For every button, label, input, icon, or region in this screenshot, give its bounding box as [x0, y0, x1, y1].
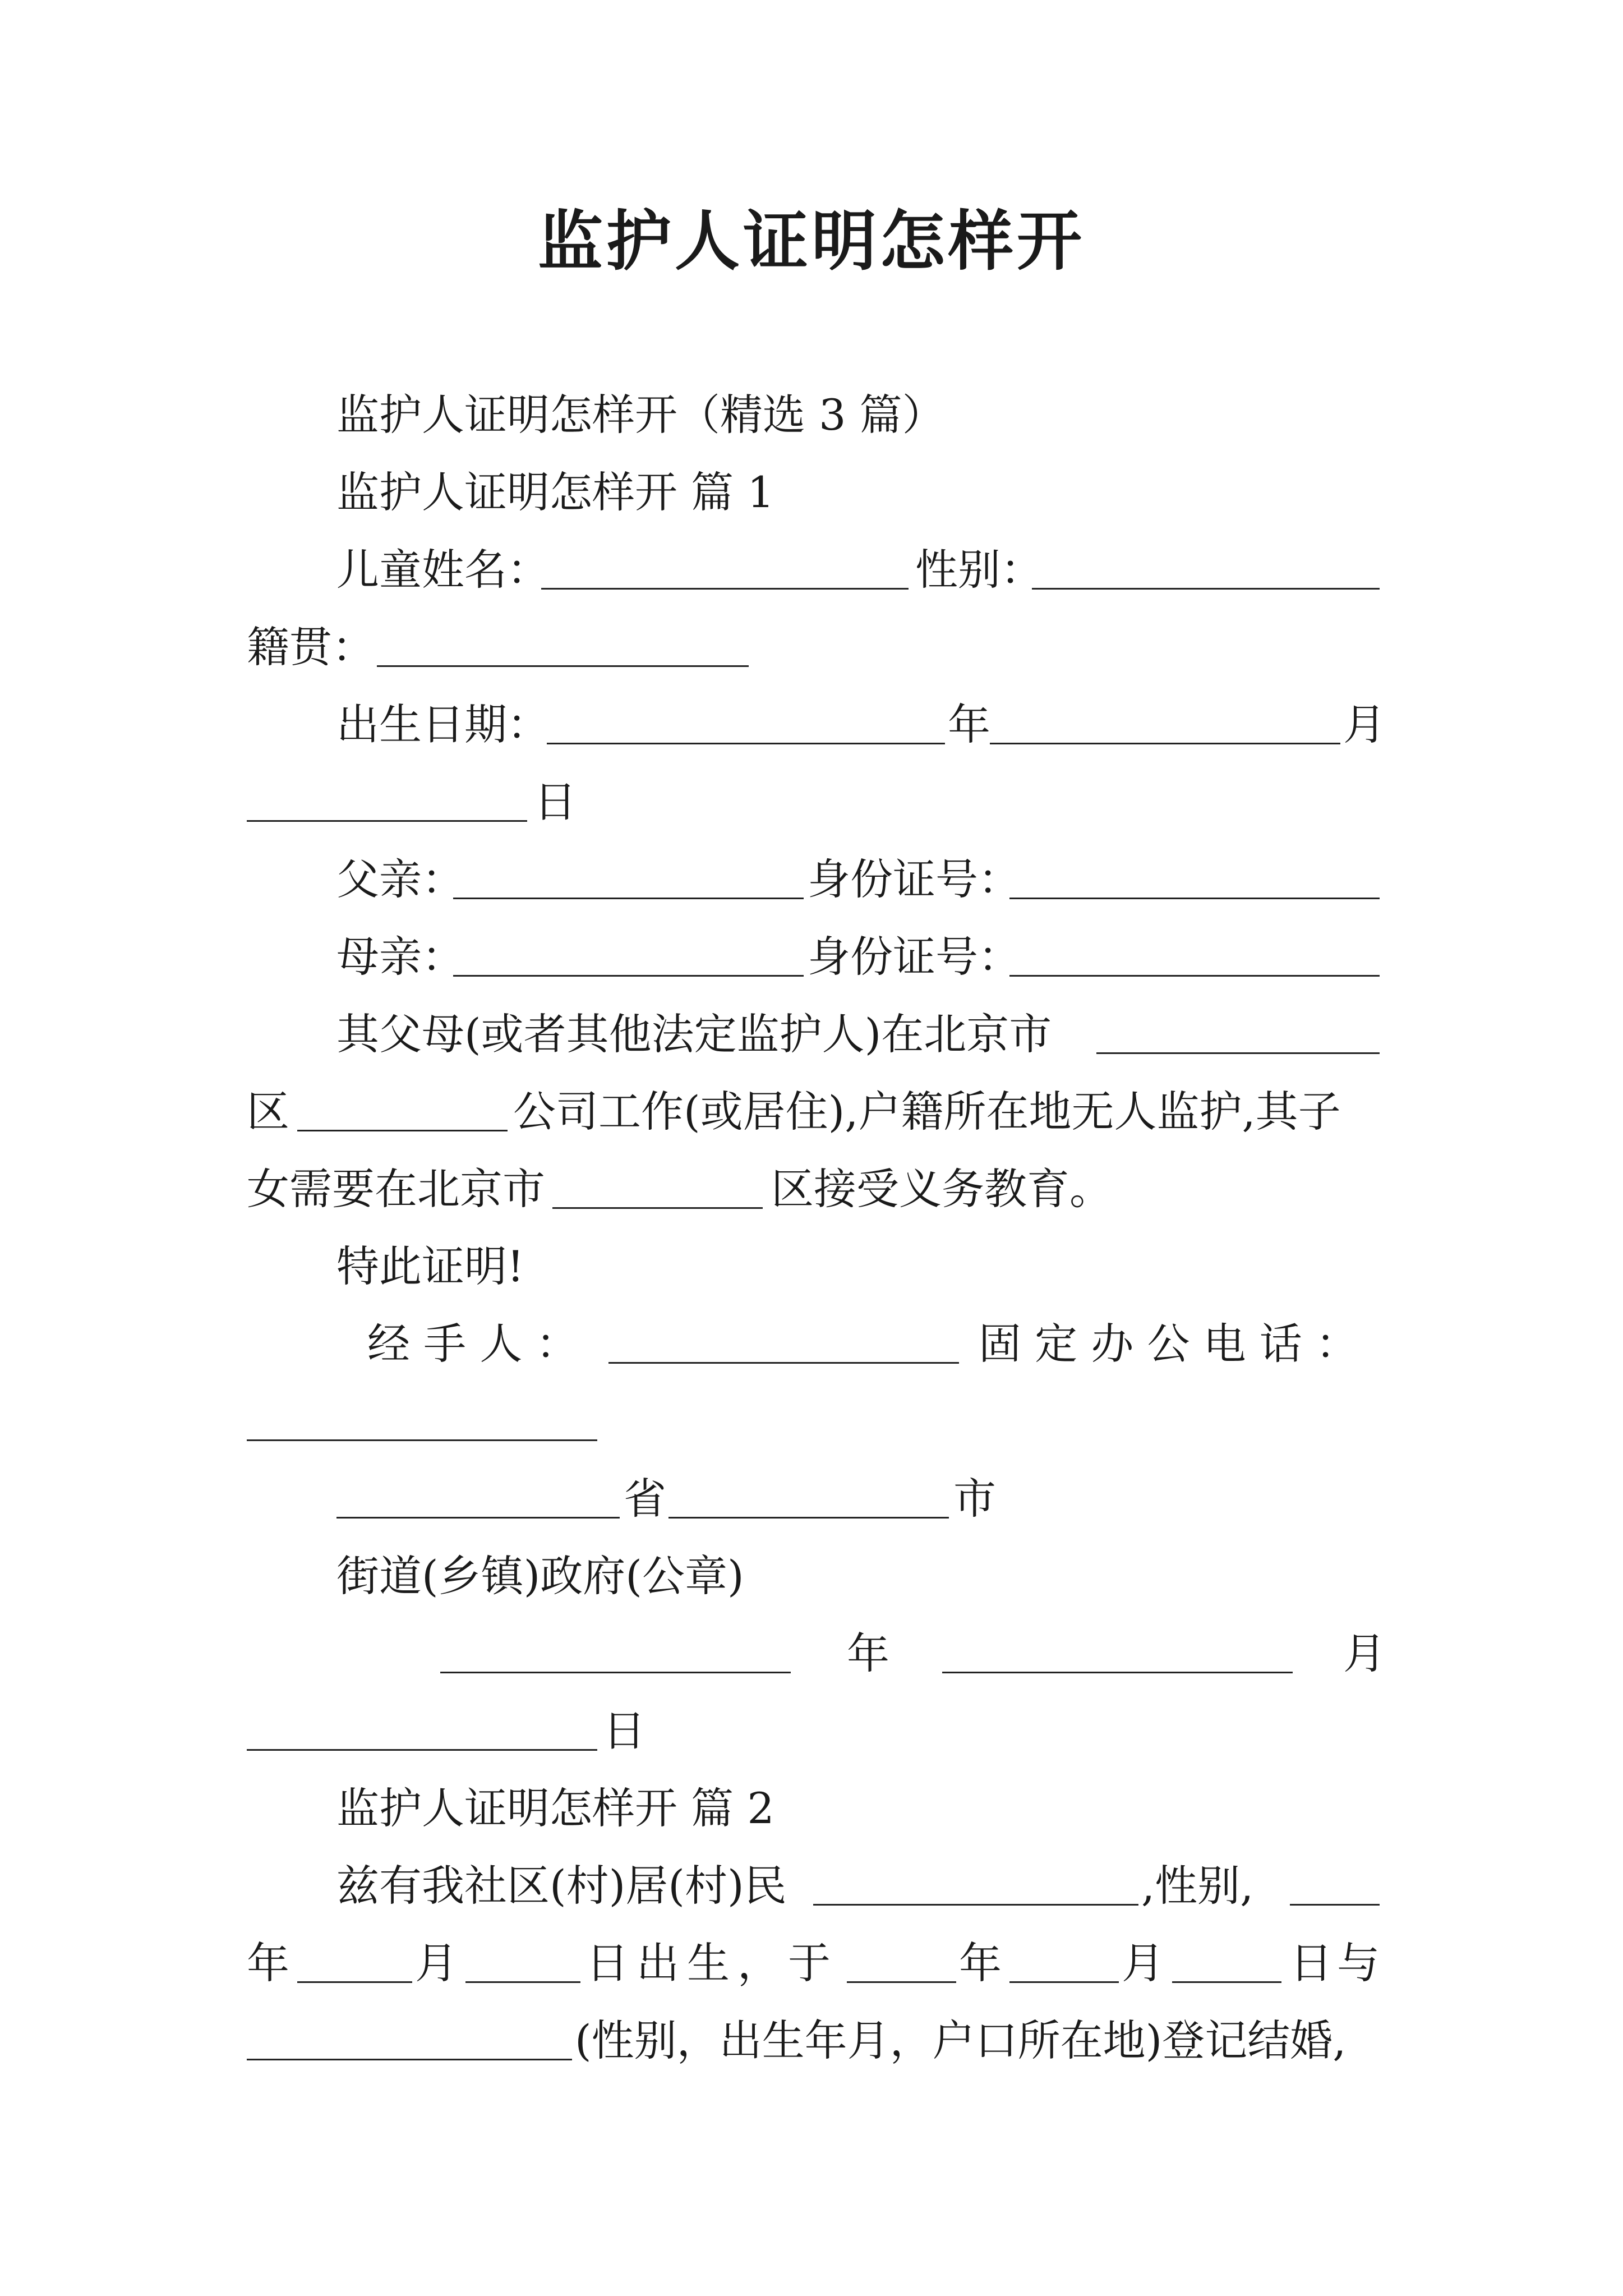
paragraph-c-end: 区接受义务教育。 [771, 1164, 1112, 1214]
birth-year-label: 年 [948, 700, 990, 749]
seal-text: 街道(乡镇)政府(公章) [336, 1551, 744, 1601]
seal-month-label: 月 [1343, 1628, 1386, 1678]
native-place-blank[interactable] [377, 665, 749, 667]
mother-label: 母亲： [336, 932, 464, 982]
province-label: 省 [624, 1474, 666, 1524]
seal-day-label: 日 [603, 1706, 645, 1756]
marriage-month-blank[interactable] [1009, 1981, 1119, 1983]
province-blank[interactable] [336, 1517, 620, 1519]
birth-date-label: 出生日期： [336, 700, 550, 749]
birth-month-blank[interactable] [990, 743, 1340, 744]
part2-month-label: 月 [415, 1938, 458, 1988]
part2-resident-text: 兹有我社区(村)居(村)民 [336, 1861, 787, 1911]
birth-year-blank[interactable] [547, 743, 945, 744]
birth-day-blank[interactable] [247, 820, 527, 822]
mother-name-blank[interactable] [453, 975, 804, 977]
city-district-blank[interactable] [1096, 1052, 1380, 1054]
paragraph-c: 女需要在北京市 [247, 1164, 545, 1214]
school-district-blank[interactable] [552, 1207, 763, 1209]
child-name-label: 儿童姓名： [336, 545, 550, 595]
resident-gender-blank[interactable] [1290, 1904, 1380, 1906]
part2-year2-label: 年 [959, 1938, 1002, 1988]
paragraph-b-district: 区 [247, 1087, 289, 1137]
gender-blank[interactable] [1032, 588, 1380, 590]
father-label: 父亲： [336, 854, 464, 904]
mother-id-blank[interactable] [1009, 975, 1380, 977]
part2-gender-text: ,性别, [1141, 1861, 1254, 1911]
child-name-blank[interactable] [541, 588, 909, 590]
seal-year-label: 年 [847, 1628, 889, 1678]
city-blank[interactable] [668, 1517, 949, 1519]
mother-id-label: 身份证号： [808, 932, 1021, 982]
gender-label: 性别： [915, 545, 1043, 595]
marriage-day-blank[interactable] [1172, 1981, 1281, 1983]
seal-year-blank[interactable] [440, 1672, 791, 1673]
phone-blank[interactable] [247, 1439, 597, 1441]
part2-year-label: 年 [247, 1938, 289, 1988]
birth-month-blank-2[interactable] [297, 1981, 412, 1983]
father-name-blank[interactable] [453, 898, 804, 899]
part2-marriage-text: (性别，出生年月，户口所在地)登记结婚, [575, 2016, 1347, 2065]
subtitle: 监护人证明怎样开（精选 3 篇） [336, 390, 945, 440]
part2-birth-text: 日出生，于 [586, 1938, 838, 1988]
handler-blank[interactable] [608, 1362, 959, 1364]
certify-text: 特此证明! [336, 1241, 524, 1291]
part1-heading: 监护人证明怎样开 篇 1 [336, 467, 774, 517]
paragraph-a: 其父母(或者其他法定监护人)在北京市 [336, 1009, 1052, 1059]
birth-day-label: 日 [534, 777, 577, 827]
company-blank[interactable] [297, 1130, 508, 1131]
document-title: 监护人证明怎样开 [538, 203, 1085, 279]
resident-name-blank[interactable] [813, 1904, 1138, 1906]
marriage-year-blank[interactable] [847, 1981, 956, 1983]
seal-month-blank[interactable] [942, 1672, 1293, 1673]
part2-heading: 监护人证明怎样开 篇 2 [336, 1783, 774, 1833]
father-id-label: 身份证号： [808, 854, 1021, 904]
part2-month2-label: 月 [1122, 1938, 1164, 1988]
birth-month-label: 月 [1343, 700, 1386, 749]
city-label: 市 [953, 1474, 996, 1524]
part2-with-text: 日与 [1290, 1938, 1384, 1988]
father-id-blank[interactable] [1009, 898, 1380, 899]
birth-day-blank-2[interactable] [465, 1981, 580, 1983]
seal-day-blank[interactable] [247, 1749, 597, 1751]
native-place-label: 籍贯： [247, 622, 375, 672]
handler-label: 经 手 人 ： [367, 1319, 579, 1369]
phone-label: 固 定 办 公 电 话 ： [979, 1319, 1358, 1369]
paragraph-b: 公司工作(或居住),户籍所在地无人监护,其子 [513, 1087, 1341, 1137]
spouse-blank[interactable] [247, 2059, 572, 2060]
